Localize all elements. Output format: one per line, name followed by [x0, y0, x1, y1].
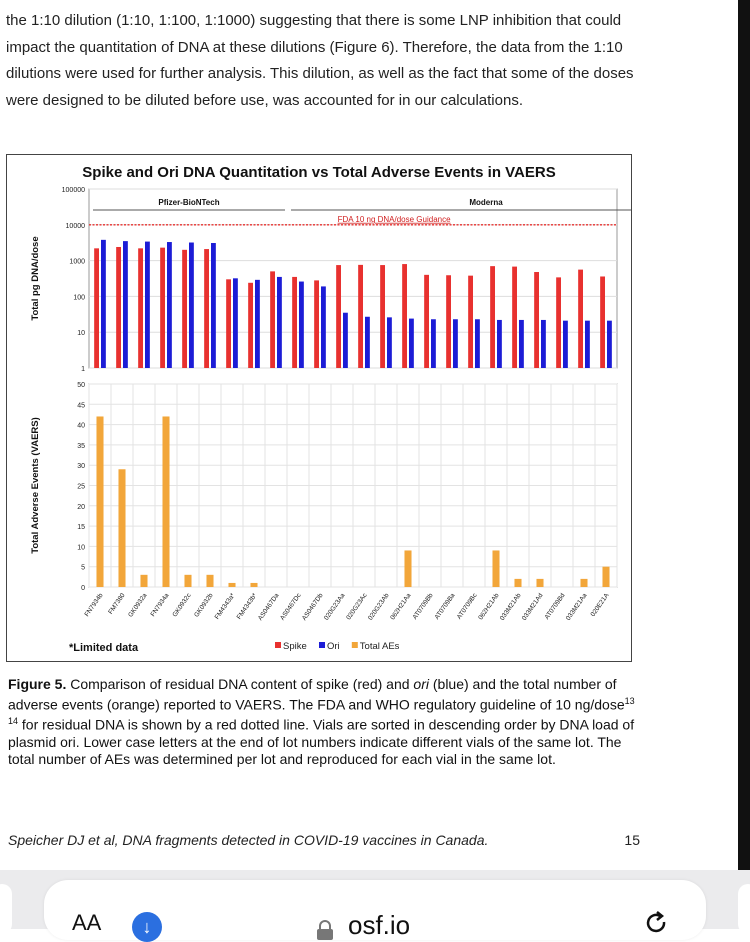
- caption-text-a: Comparison of residual DNA content of spike (red) and: [66, 676, 414, 692]
- download-icon[interactable]: ↓: [132, 912, 162, 942]
- top-y-tick: 100000: [61, 187, 85, 194]
- category-tick-label: 062H21Aa: [389, 592, 413, 622]
- bottom-y-tick: 45: [77, 402, 85, 410]
- lock-icon: [316, 920, 334, 940]
- group-label: Pfizer-BioNTech: [158, 198, 220, 207]
- ori-bar: [211, 243, 216, 368]
- spike-bar: [116, 247, 121, 368]
- spike-bar: [182, 250, 187, 368]
- tab-right-button[interactable]: [738, 884, 750, 934]
- page-number: 15: [624, 832, 640, 848]
- spike-bar: [490, 266, 495, 368]
- spike-bar: [336, 265, 341, 368]
- spike-bar: [534, 272, 539, 368]
- top-y-tick: 1000: [69, 258, 85, 266]
- spike-bar: [270, 271, 275, 368]
- category-tick-label: FM7380: [107, 592, 127, 616]
- ori-bar: [541, 320, 546, 368]
- ori-bar: [475, 319, 480, 368]
- total-aes-bar: [602, 567, 609, 587]
- category-tick-label: FN7934a: [149, 592, 171, 619]
- category-tick-label: AS0467Da: [256, 592, 281, 622]
- spike-bar: [248, 283, 253, 368]
- bottom-y-tick: 40: [77, 422, 85, 430]
- ori-bar: [607, 321, 612, 368]
- group-label: Moderna: [469, 198, 503, 207]
- spike-bar: [468, 276, 473, 368]
- category-tick-label: 020G23Ab: [367, 592, 391, 622]
- total-aes-bar: [514, 579, 521, 587]
- category-tick-label: GK0932a: [127, 592, 149, 619]
- bottom-y-tick: 30: [77, 463, 85, 471]
- total-aes-bar: [162, 416, 169, 587]
- caption-ori: ori: [413, 676, 429, 692]
- browser-toolbar: [0, 870, 750, 940]
- address-bar[interactable]: [44, 880, 706, 940]
- top-y-axis-label: Total pg DNA/dose: [30, 236, 41, 321]
- limited-data-note: *Limited data: [69, 642, 139, 654]
- spike-bar: [94, 248, 99, 368]
- page-footer: [8, 832, 640, 848]
- ori-bar: [497, 320, 502, 368]
- spike-bar: [292, 277, 297, 368]
- legend-swatch: [352, 642, 358, 648]
- ori-bar: [189, 243, 194, 368]
- top-y-tick: 1: [81, 366, 85, 373]
- ori-bar: [453, 319, 458, 368]
- ori-bar: [167, 242, 172, 368]
- category-tick-label: 062H21Ab: [477, 592, 501, 622]
- spike-bar: [424, 275, 429, 368]
- spike-bar: [402, 264, 407, 368]
- bottom-y-tick: 15: [77, 524, 85, 532]
- total-aes-bar: [492, 550, 499, 587]
- ori-bar: [299, 282, 304, 368]
- total-aes-bar: [96, 416, 103, 587]
- ori-bar: [409, 319, 414, 368]
- legend-label: Ori: [327, 641, 340, 652]
- total-aes-bar: [580, 579, 587, 587]
- total-aes-bar: [228, 583, 235, 587]
- ori-bar: [101, 240, 106, 368]
- spike-bar: [204, 249, 209, 368]
- ori-bar: [563, 321, 568, 368]
- total-aes-bar: [206, 575, 213, 587]
- spike-bar: [600, 276, 605, 368]
- caption-text-c: for residual DNA is shown by a red dotted line. Vials are sorted in descending order by DNA load of plasmid ori. Lower case letters at the end of lot numbers indicate different vials of the same lot. The total number of AEs was determined per lot and reproduced for each vial in the same lot.: [8, 716, 635, 767]
- category-tick-label: 020G23Ac: [345, 592, 369, 622]
- ori-bar: [145, 242, 150, 368]
- spike-bar: [138, 248, 143, 368]
- legend-swatch: [275, 642, 281, 648]
- bottom-y-tick: 25: [77, 483, 85, 491]
- spike-bar: [314, 280, 319, 368]
- spike-bar: [578, 270, 583, 368]
- total-aes-bar: [404, 550, 411, 587]
- category-tick-label: 020G23Aa: [323, 592, 347, 622]
- ori-bar: [233, 278, 238, 368]
- bottom-y-tick: 5: [81, 564, 85, 572]
- total-aes-bar: [184, 575, 191, 587]
- bottom-y-axis-label: Total Adverse Events (VAERS): [30, 417, 41, 554]
- category-tick-label: 033M21Aa: [564, 592, 589, 622]
- category-tick-label: AT0709Bd: [543, 592, 567, 621]
- spike-bar: [226, 279, 231, 368]
- top-y-tick: 10: [77, 330, 85, 338]
- caption-label: Figure 5.: [8, 676, 67, 692]
- category-tick-label: GK0932c: [171, 592, 193, 619]
- page-edge: [738, 0, 750, 870]
- spike-bar: [446, 275, 451, 368]
- text-size-button[interactable]: AA: [72, 910, 102, 935]
- ori-bar: [431, 319, 436, 368]
- category-tick-label: AS0467Db: [300, 592, 325, 622]
- total-aes-bar: [140, 575, 147, 587]
- bottom-y-tick: 50: [77, 382, 85, 389]
- ori-bar: [387, 317, 392, 368]
- ori-bar: [123, 241, 128, 368]
- ori-bar: [255, 280, 260, 368]
- bottom-y-tick: 20: [77, 503, 85, 511]
- category-tick-label: 020E21A: [589, 592, 611, 619]
- ori-bar: [365, 317, 370, 368]
- category-tick-label: FM4343a*: [213, 592, 237, 621]
- caption-text-b: (blue) and the total number of adverse events (orange) reported to VAERS. The FDA and WHO regulatory guideline of 10 ng/dose: [8, 676, 625, 713]
- figure-5: [6, 154, 632, 662]
- top-y-tick: 100: [73, 294, 85, 302]
- spike-bar: [512, 267, 517, 368]
- total-aes-bar: [250, 583, 257, 587]
- ori-bar: [519, 320, 524, 368]
- spike-bar: [556, 277, 561, 368]
- legend-label: Total AEs: [359, 641, 400, 652]
- spike-bar: [160, 248, 165, 368]
- body-paragraph: the 1:10 dilution (1:10, 1:100, 1:1000) suggesting that there is some LNP inhibition that could impact the quantitation of DNA at these dilutions (Figure 6). Therefore, the data from the 1:10 dilutions were used for further analysis. This dilution, as well as the fact that some of the doses were designed to be diluted before use, was accounted for in our calculations.: [6, 12, 634, 109]
- ori-bar: [277, 277, 282, 368]
- total-aes-bar: [118, 469, 125, 587]
- guideline-label: FDA 10 ng DNA/dose Guidance: [337, 214, 451, 224]
- category-tick-label: FN7934b: [83, 592, 105, 619]
- legend-swatch: [319, 642, 325, 648]
- category-tick-label: GK0932b: [193, 592, 215, 619]
- tab-left-button[interactable]: [0, 884, 12, 934]
- bottom-y-tick: 0: [81, 585, 85, 592]
- caption-refs: 13 14: [8, 695, 635, 727]
- category-tick-label: AT0709Bb: [411, 592, 435, 621]
- ori-bar: [343, 313, 348, 368]
- category-tick-label: FM4343b*: [235, 592, 259, 621]
- bottom-y-tick: 35: [77, 442, 85, 450]
- bottom-y-tick: 10: [77, 544, 85, 552]
- url-text[interactable]: osf.io: [348, 910, 411, 940]
- figure-caption: [8, 676, 640, 767]
- spike-bar: [380, 265, 385, 368]
- reload-icon[interactable]: [644, 910, 670, 940]
- spike-bar: [358, 265, 363, 368]
- total-aes-bar: [536, 579, 543, 587]
- ori-bar: [321, 286, 326, 368]
- legend-label: Spike: [283, 641, 307, 652]
- category-tick-label: AS0467Dc: [279, 592, 303, 622]
- chart-svg: [7, 155, 631, 661]
- ori-bar: [585, 321, 590, 368]
- category-tick-label: AT0709Ba: [433, 592, 457, 621]
- chart-title: Spike and Ori DNA Quantitation vs Total Adverse Events in VAERS: [82, 164, 556, 181]
- category-tick-label: 033M21Ab: [498, 592, 523, 622]
- top-y-tick: 10000: [65, 222, 85, 230]
- category-tick-label: 033M21Ad: [520, 592, 545, 622]
- footer-citation: Speicher DJ et al, DNA fragments detected in COVID-19 vaccines in Canada.: [8, 832, 489, 848]
- category-tick-label: AT0709Bc: [455, 592, 479, 621]
